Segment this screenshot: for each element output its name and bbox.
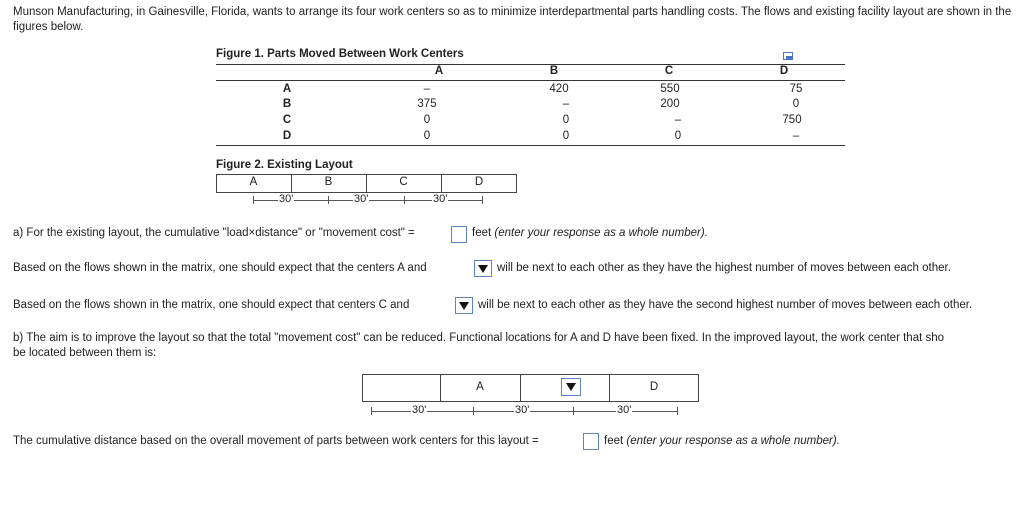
table-cell: 0 [423, 130, 431, 142]
figure1-title: Figure 1. Parts Moved Between Work Centers [216, 48, 464, 60]
table-top-rule [216, 64, 845, 65]
question-3-prefix: Based on the flows shown in the matrix, one should expect that centers C and [13, 299, 410, 311]
improved-box-d: D [649, 381, 659, 393]
row-label-d: D [282, 130, 292, 142]
layout-box-b: B [324, 176, 333, 188]
question-a-suffix [472, 227, 708, 239]
cumulative-distance-input[interactable] [583, 433, 599, 450]
whole-number-hint: (enter your response as a whole number). [626, 435, 840, 447]
table-cell: 200 [660, 98, 680, 110]
col-header-b: B [549, 65, 559, 77]
table-header-rule [216, 80, 845, 81]
dimension-label: 30' [617, 404, 632, 416]
whole-number-hint: (enter your response as a whole number). [494, 227, 708, 239]
question-a-prefix: a) For the existing layout, the cumulative "load×distance" or "movement cost" = [13, 227, 415, 239]
dimension-tick [482, 196, 483, 204]
dimension-label: 30' [515, 404, 530, 416]
table-cell: – [792, 130, 800, 142]
dimension-label: 30' [279, 193, 294, 205]
dimension-label: 30' [354, 193, 369, 205]
question-b: b) The aim is to improve the layout so that the total "movement cost" can be reduced. Functional locations for A and D have been fixed. In the improved layout, the work center that sho [13, 332, 945, 344]
middle-center-dropdown[interactable] [561, 378, 581, 396]
feet-unit: feet [604, 435, 624, 447]
table-bottom-rule [216, 145, 845, 146]
movement-cost-input[interactable] [451, 226, 467, 243]
layout-box-d: D [474, 176, 484, 188]
row-label-b: B [282, 98, 292, 110]
center-c-neighbor-dropdown[interactable] [455, 297, 473, 314]
chevron-down-icon [459, 302, 469, 310]
feet-unit: feet [472, 227, 492, 239]
improved-box-a: A [476, 381, 484, 393]
question-2-suffix: will be next to each other as they have the highest number of moves between each other. [497, 262, 951, 274]
table-cell: 0 [562, 130, 570, 142]
layout-box-c: C [399, 176, 408, 188]
row-label-a: A [282, 83, 292, 95]
table-cell: 550 [660, 83, 680, 95]
table-cell: 75 [789, 83, 803, 95]
intro-text: Munson Manufacturing, in Gainesville, Florida, wants to arrange its four work centers so as to minimize interdepartmental parts handling costs. The flows and existing facility layout are shown in the figures below. [13, 6, 1012, 33]
table-cell: – [562, 98, 570, 110]
chevron-down-icon [478, 265, 488, 273]
table-cell: 0 [423, 114, 431, 126]
final-question-prefix: The cumulative distance based on the overall movement of parts between work centers for this layout = [13, 435, 539, 447]
final-question-suffix [604, 435, 840, 447]
table-cell: 420 [549, 83, 569, 95]
table-cell: 0 [674, 130, 682, 142]
copy-icon[interactable] [783, 51, 794, 61]
table-cell: 0 [562, 114, 570, 126]
table-cell: 0 [792, 98, 800, 110]
chevron-down-icon [566, 383, 576, 391]
row-label-c: C [282, 114, 292, 126]
table-cell: – [423, 83, 431, 95]
dimension-label: 30' [412, 404, 427, 416]
question-2-prefix: Based on the flows shown in the matrix, one should expect that the centers A and [13, 262, 427, 274]
table-cell: – [674, 114, 682, 126]
question-b-continued: be located between them is: [13, 347, 157, 359]
col-header-d: D [779, 65, 789, 77]
layout-divider [520, 374, 521, 402]
col-header-c: C [664, 65, 674, 77]
center-a-neighbor-dropdown[interactable] [474, 260, 492, 277]
question-3-suffix: will be next to each other as they have the second highest number of moves between each other. [478, 299, 973, 311]
col-header-a: A [434, 65, 444, 77]
table-cell: 375 [417, 98, 437, 110]
layout-box-a: A [249, 176, 258, 188]
table-cell: 750 [782, 114, 802, 126]
dimension-label: 30' [433, 193, 448, 205]
figure2-title: Figure 2. Existing Layout [216, 159, 353, 171]
dimension-tick [677, 407, 678, 415]
